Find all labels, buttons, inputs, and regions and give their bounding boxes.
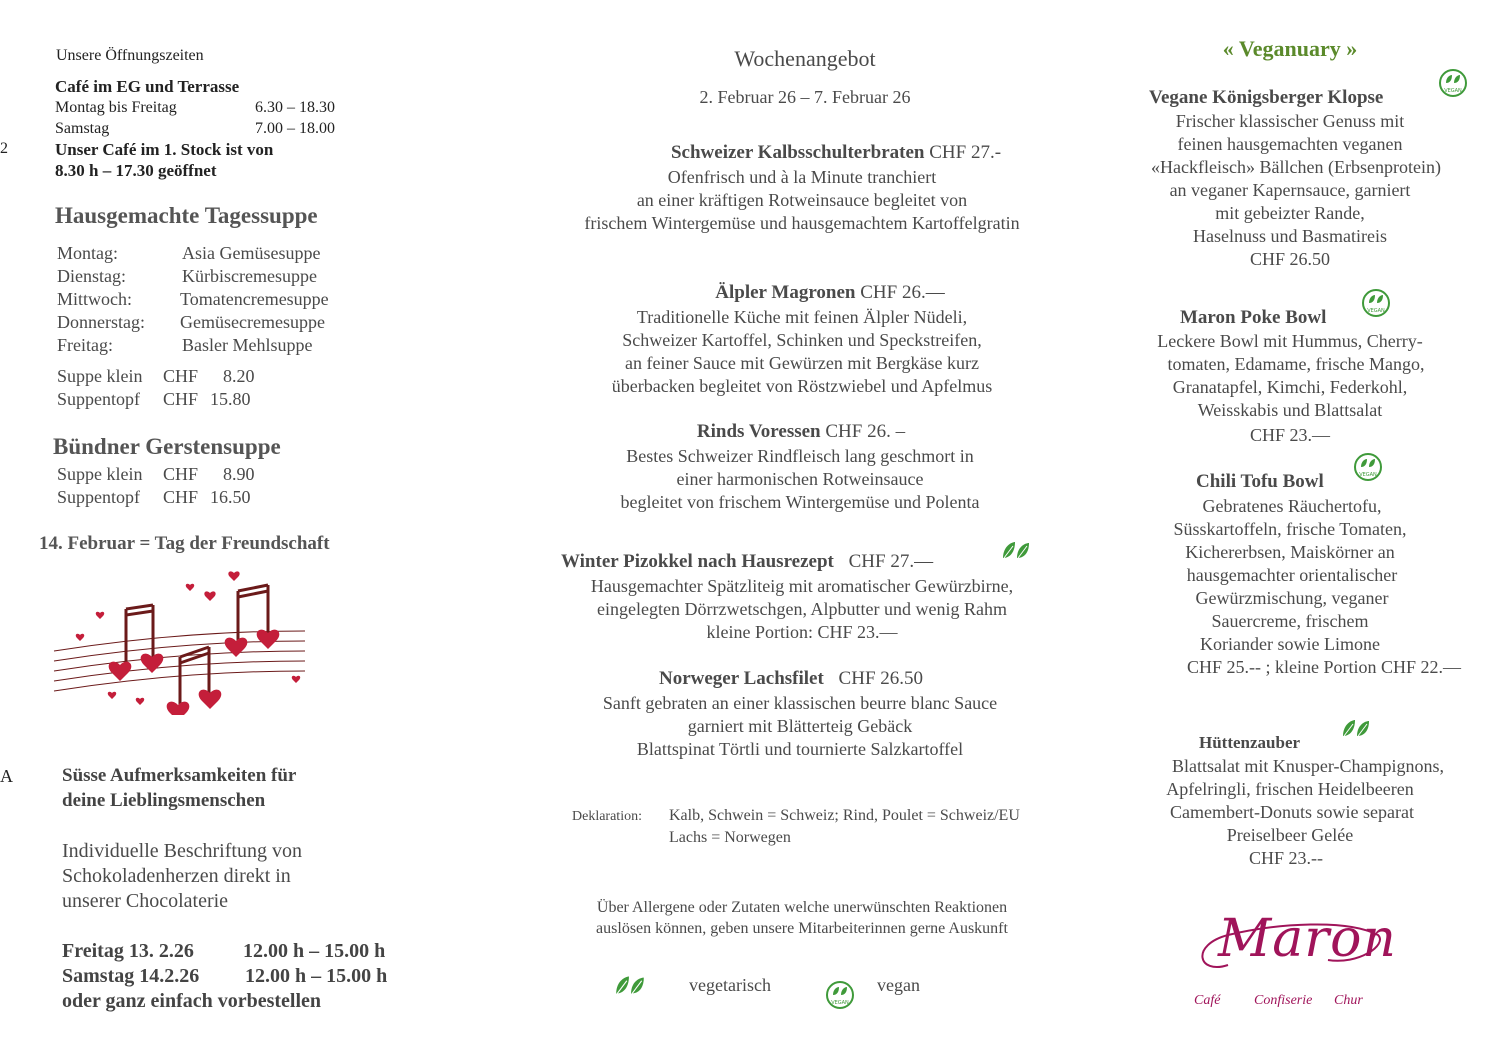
hours-day: Montag bis Freitag [55, 99, 177, 116]
dish-description: an feiner Sauce mit Gewürzen mit Bergkäse kurz [624, 353, 980, 373]
vegan-item-line: mit gebeizter Rande, [1215, 203, 1365, 223]
dish-name: Winter Pizokkel nach Hausrezept [561, 551, 834, 572]
vegan-item-line: Gewürzmischung, veganer [1195, 588, 1389, 608]
dish-title [561, 551, 933, 573]
dish-name: Älpler Magronen [715, 282, 856, 303]
declaration-text: Kalb, Schwein = Schweiz; Rind, Poulet = Schweiz/EU [669, 807, 1020, 824]
price-currency: CHF [163, 464, 199, 484]
dish-price: CHF 26.— [860, 282, 945, 303]
vegan-badge-icon [1353, 452, 1383, 482]
dish-description: begleitet von frischem Wintergemüse und Polenta [620, 492, 980, 512]
vegan-item-line: tomaten, Edamame, frische Mango, [1167, 354, 1425, 374]
logo-sub-confiserie: Confiserie [1254, 993, 1313, 1008]
dish-description: überbacken begleitet von Röstzwiebel und Apfelmus [611, 376, 993, 396]
valentine-heading: 14. Februar = Tag der Freundschaft [39, 533, 330, 554]
vegan-item-line: feinen hausgemachten veganen [1177, 134, 1403, 154]
dish-price: CHF 27.- [929, 142, 1002, 163]
logo-sub-cafe: Café [1194, 993, 1221, 1008]
vegan-item-price: CHF 25.-- ; kleine Portion CHF 22.— [1186, 657, 1462, 677]
vegan-item-line: Camembert-Donuts sowie separat [1170, 802, 1414, 822]
weekly-dates: 2. Februar 26 – 7. Februar 26 [699, 87, 911, 107]
event-date: Freitag 13. 2.26 [62, 940, 194, 962]
vegan-badge-icon [825, 980, 855, 1010]
logo-sub-chur: Chur [1334, 993, 1363, 1008]
price-currency: CHF [163, 366, 199, 386]
dish-price: CHF 27.— [848, 551, 934, 572]
soup-name: Kürbiscremesuppe [182, 266, 317, 286]
event-time: 12.00 h – 15.00 h [243, 940, 386, 962]
event-time: 12.00 h – 15.00 h [245, 965, 388, 987]
dish-name: Rinds Voressen [696, 421, 821, 442]
event-date: Samstag 14.2.26 [62, 965, 200, 987]
dish-price: CHF 26.50 [838, 668, 924, 689]
preorder-note: oder ganz einfach vorbestellen [62, 990, 322, 1012]
leaf-icon [613, 972, 647, 998]
soup-day: Dienstag: [57, 266, 126, 286]
declaration-label: Deklaration: [572, 809, 642, 824]
price-label: Suppentopf [57, 389, 140, 409]
vegan-item-line: Sauercreme, frischem [1211, 611, 1369, 631]
soup-name: Basler Mehlsuppe [182, 335, 313, 355]
vegan-item-line: Granatapfel, Kimchi, Federkohl, [1172, 377, 1408, 397]
price-label: Suppe klein [57, 464, 143, 484]
maron-logo-text: Maron [1218, 909, 1397, 969]
vegan-badge-icon [1438, 68, 1468, 98]
vegan-item-name: Chili Tofu Bowl [1196, 471, 1324, 492]
vegan-item-line: Gebratenes Räuchertofu, [1202, 496, 1382, 516]
soup-title: Hausgemachte Tagessuppe [55, 203, 318, 228]
sweet-text: unserer Chocolaterie [62, 890, 229, 912]
dish-title [715, 282, 944, 304]
soup-day: Montag: [57, 243, 118, 263]
hours-time: 7.00 – 18.00 [255, 120, 335, 137]
vegan-item-name: Maron Poke Bowl [1180, 307, 1327, 328]
price-currency: CHF [163, 487, 199, 507]
legend-vegan-label: vegan [877, 975, 920, 995]
price-value: 8.90 [223, 464, 255, 484]
dish-description: kleine Portion: CHF 23.— [706, 622, 898, 642]
vegan-item-line: hausgemachter orientalischer [1186, 565, 1398, 585]
vegan-item-line: Weisskabis und Blattsalat [1197, 400, 1383, 420]
dish-price: CHF 26. – [825, 421, 906, 442]
declaration-text: Lachs = Norwegen [669, 829, 791, 846]
dish-description: Blattspinat Törtli und tournierte Salzkartoffel [636, 739, 964, 759]
soup-day: Freitag: [57, 335, 113, 355]
vegan-item-name: Vegane Königsberger Klopse [1149, 87, 1384, 108]
sweet-title: Süsse Aufmerksamkeiten für [62, 765, 297, 786]
dish-name: Schweizer Kalbsschulterbraten [670, 142, 925, 163]
hours-time: 6.30 – 18.30 [255, 99, 335, 116]
dish-title [659, 668, 923, 690]
dish-description: Schweizer Kartoffel, Schinken und Speckstreifen, [622, 330, 982, 350]
vegan-item-price: CHF 26.50 [1249, 249, 1331, 269]
vegan-item-line: Süsskartoffeln, frische Tomaten, [1173, 519, 1407, 539]
allergen-note: auslösen können, geben unsere Mitarbeiterinnen gerne Auskunft [596, 920, 1008, 937]
vegan-item-line: Preiselbeer Gelée [1226, 825, 1354, 845]
vegan-item-line: «Hackfleisch» Bällchen (Erbsenprotein) [1151, 157, 1441, 177]
vegan-item-name: Hüttenzauber [1199, 733, 1301, 752]
dish-name: Norweger Lachsfilet [659, 668, 824, 689]
upstairs-hours: 8.30 h – 17.30 geöffnet [55, 161, 217, 180]
dish-description: an einer kräftigen Rotweinsauce begleitet von [636, 190, 968, 210]
dish-description: Bestes Schweizer Rindfleisch lang geschmort in [626, 446, 974, 466]
vegan-badge-text: VEGAN [1367, 308, 1385, 314]
legend-vegetarian-label: vegetarisch [689, 975, 771, 995]
dish-description: Traditionelle Küche mit feinen Älpler Nüdeli, [636, 307, 968, 327]
upstairs-hours: Unser Café im 1. Stock ist von [55, 140, 274, 159]
veganuary-title: « Veganuary » [1222, 36, 1358, 61]
stray-character: A [0, 766, 13, 786]
stray-character: 2 [0, 140, 8, 157]
vegan-item-line: Apfelringli, frischen Heidelbeeren [1166, 779, 1414, 799]
vegan-item-line: Frischer klassischer Genuss mit [1175, 111, 1405, 131]
hours-day: Samstag [55, 120, 110, 137]
music-hearts-illustration [50, 565, 310, 715]
vegan-item-price: CHF 23.— [1249, 425, 1331, 445]
price-value: 16.50 [210, 487, 251, 507]
price-label: Suppe klein [57, 366, 143, 386]
sweet-text: Schokoladenherzen direkt in [62, 865, 291, 887]
leaf-icon [1000, 538, 1032, 562]
hours-title: Unsere Öffnungszeiten [56, 47, 204, 64]
dish-description: garniert mit Blätterteig Gebäck [687, 716, 913, 736]
maron-logo [1188, 905, 1397, 1015]
dish-description: einer harmonischen Rotweinsauce [676, 469, 924, 489]
leaf-icon [1340, 716, 1372, 740]
sweet-title: deine Lieblingsmenschen [62, 790, 266, 811]
dish-description: eingelegten Dörrzwetschgen, Alpbutter und wenig Rahm [597, 599, 1007, 619]
vegan-badge-text: VEGAN [831, 1000, 849, 1006]
dish-title [697, 421, 905, 443]
soup-name: Gemüsecremesuppe [180, 312, 325, 332]
dish-title [671, 142, 1001, 164]
allergen-note: Über Allergene oder Zutaten welche unerwünschten Reaktionen [596, 899, 1008, 916]
vegan-badge-text: VEGAN [1444, 88, 1462, 94]
soup-day: Mittwoch: [57, 289, 132, 309]
vegan-badge-icon [1361, 288, 1391, 318]
cafe-title: Café im EG und Terrasse [55, 77, 240, 96]
weekly-offer-title: Wochenangebot [734, 46, 876, 71]
soup-name: Asia Gemüsesuppe [182, 243, 321, 263]
dish-description: Hausgemachter Spätzliteig mit aromatischer Gewürzbirne, [590, 576, 1014, 596]
price-value: 8.20 [223, 366, 255, 386]
vegan-badge-text: VEGAN [1359, 472, 1377, 478]
price-value: 15.80 [210, 389, 251, 409]
vegan-item-price: CHF 23.-- [1248, 848, 1324, 868]
vegan-item-line: Koriander sowie Limone [1200, 634, 1380, 654]
soup-day: Donnerstag: [57, 312, 145, 332]
vegan-item-line: Leckere Bowl mit Hummus, Cherry- [1157, 331, 1423, 351]
price-label: Suppentopf [57, 487, 140, 507]
vegan-item-line: Kichererbsen, Maiskörner an [1185, 542, 1395, 562]
vegan-item-line: Haselnuss und Basmatireis [1193, 226, 1387, 246]
dish-description: Ofenfrisch und à la Minute tranchiert [667, 167, 937, 187]
price-currency: CHF [163, 389, 199, 409]
sweet-text: Individuelle Beschriftung von [62, 840, 302, 862]
barley-soup-title: Bündner Gerstensuppe [53, 434, 281, 459]
vegan-item-line: Blattsalat mit Knusper-Champignons, [1171, 756, 1445, 776]
dish-description: frischem Wintergemüse und hausgemachtem Kartoffelgratin [584, 213, 1020, 233]
dish-description: Sanft gebraten an einer klassischen beurre blanc Sauce [602, 693, 998, 713]
vegan-item-line: an veganer Kapernsauce, garniert [1169, 180, 1411, 200]
soup-name: Tomatencremesuppe [180, 289, 329, 309]
